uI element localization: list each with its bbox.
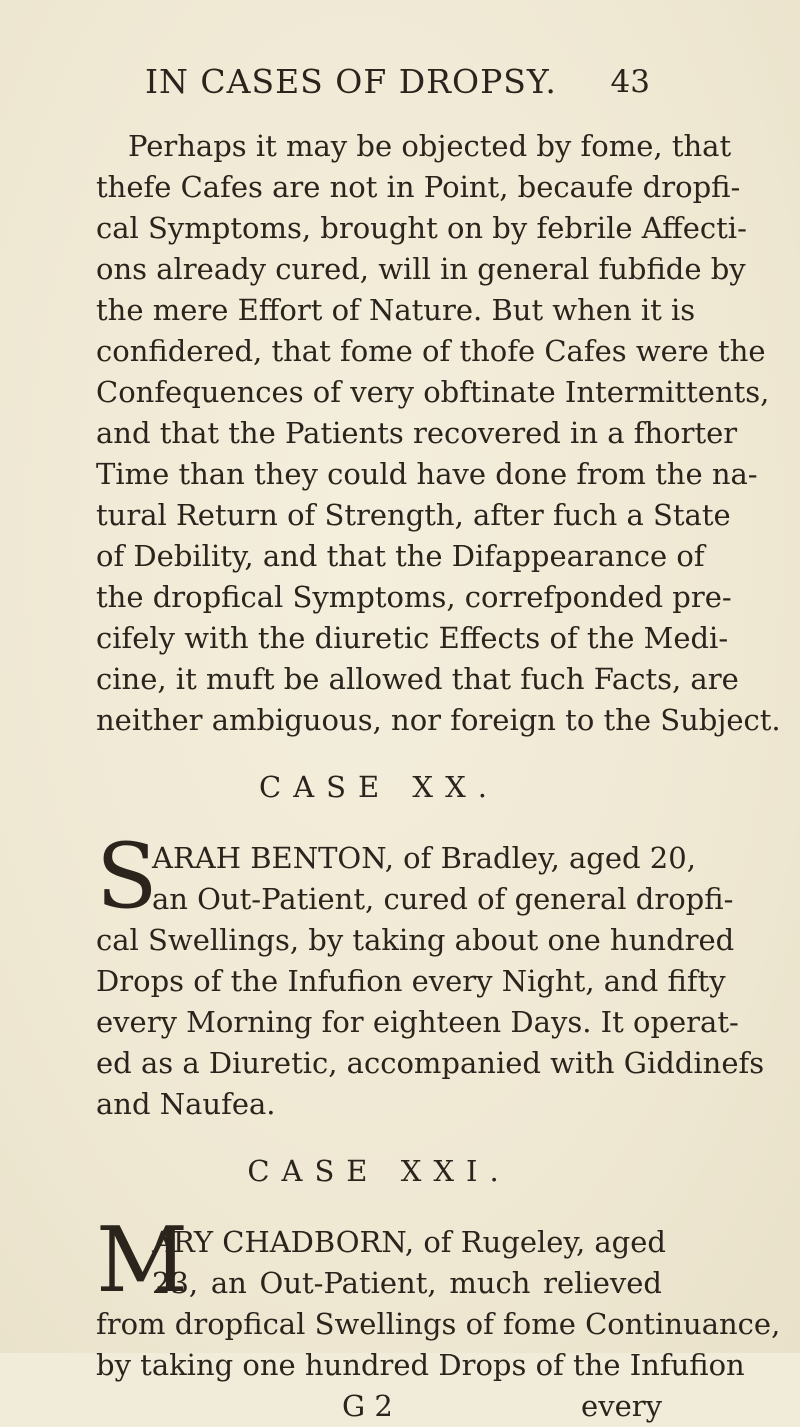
drop-cap: S xyxy=(96,824,158,929)
text-line: of Debility, and that the Difappearance of xyxy=(96,539,705,573)
text-line: an Out-Patient, cured of general dropfi- xyxy=(152,882,734,916)
text-line: the dropfical Symptoms, correfponded pre- xyxy=(96,580,732,614)
case-20-paragraph xyxy=(96,824,765,1125)
case-20-heading: CASE XX. xyxy=(259,770,499,804)
text-line: cifely with the diuretic Effects of the Medi- xyxy=(96,621,729,655)
page-number: 43 xyxy=(610,64,650,100)
text-line: Drops of the Infufion every Night, and fifty xyxy=(96,964,726,998)
text-line: the mere Effort of Nature. But when it is xyxy=(96,293,696,327)
intro-paragraph xyxy=(96,126,781,741)
page-header xyxy=(145,62,650,112)
drop-cap: M xyxy=(96,1208,189,1313)
text-line: confidered, that fome of thofe Cafes were the xyxy=(96,334,766,368)
text-line: ons already cured, will in general fubfide by xyxy=(96,252,746,286)
text-line: thefe Cafes are not in Point, becaufe dropfi- xyxy=(96,170,741,204)
page-body xyxy=(96,126,781,1427)
running-head: IN CASES OF DROPSY. xyxy=(145,62,557,101)
signature-mark: G 2 xyxy=(342,1389,393,1423)
text-line: cal Symptoms, brought on by febrile Affecti- xyxy=(96,211,747,245)
text-line: cine, it muft be allowed that fuch Facts, are xyxy=(96,662,739,696)
text-line: 23, an Out-Patient, much relieved xyxy=(152,1266,662,1300)
text-line: ARY CHADBORN, of Rugeley, aged xyxy=(152,1225,666,1259)
text-line: by taking one hundred Drops of the Infufion xyxy=(96,1348,745,1382)
text-line: Perhaps it may be objected by fome, that xyxy=(128,129,732,163)
text-line: every Morning for eighteen Days. It operat- xyxy=(96,1005,739,1039)
text-line: cal Swellings, by taking about one hundred xyxy=(96,923,735,957)
text-line: Confequences of very obftinate Intermittents, xyxy=(96,375,770,409)
text-line: ARAH BENTON, of Bradley, aged 20, xyxy=(152,841,696,875)
text-line: tural Return of Strength, after fuch a State xyxy=(96,498,731,532)
text-line: neither ambiguous, nor foreign to the Subject. xyxy=(96,703,781,737)
text-line: ed as a Diuretic, accompanied with Giddinefs xyxy=(96,1046,765,1080)
text-line: from dropfical Swellings of fome Continuance, xyxy=(96,1307,781,1341)
case-21-paragraph xyxy=(96,1208,781,1386)
text-line: Time than they could have done from the na- xyxy=(96,457,758,491)
text-line: and that the Patients recovered in a fhorter xyxy=(96,416,738,450)
case-21-heading: CASE XXI. xyxy=(247,1154,511,1188)
catchword: every xyxy=(581,1389,662,1423)
page-footer xyxy=(96,1386,662,1427)
text-line: and Naufea. xyxy=(96,1087,276,1121)
